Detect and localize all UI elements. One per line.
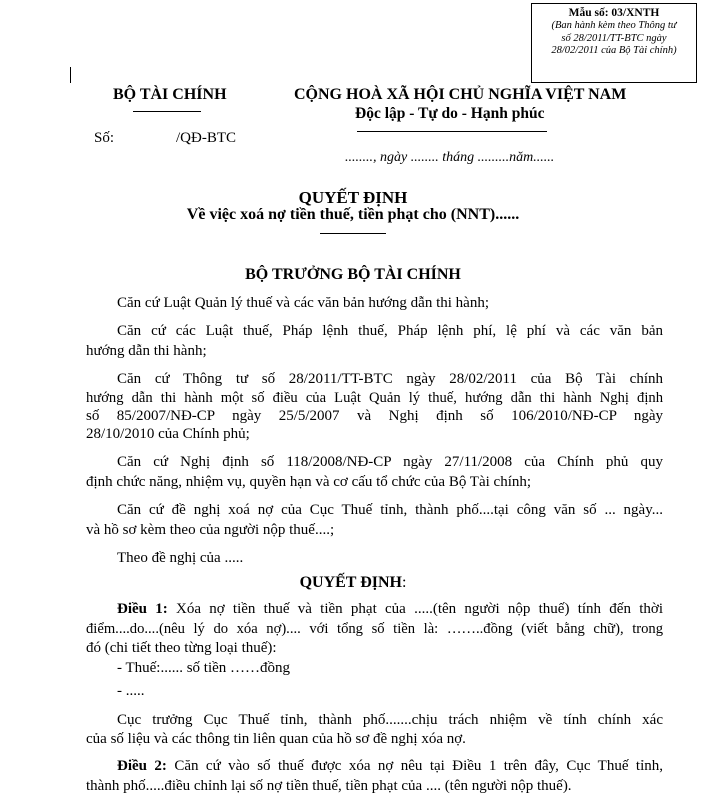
legal-basis: Theo đề nghị của ..... xyxy=(117,550,244,566)
form-number-box xyxy=(531,3,697,83)
article-1-item: - ..... xyxy=(117,683,145,699)
form-note-line: số 28/2011/TT-BTC ngày xyxy=(561,32,667,44)
article-1-line: đó (chi tiết theo từng loại thuế): xyxy=(86,640,277,656)
article-2-line: thành phố.....điều chỉnh lại số nợ tiền thuế, tiền phạt của .... (tên người nộp thuế). xyxy=(86,778,572,794)
article-1-item: - Thuế:...... số tiền ……đồng xyxy=(117,660,291,676)
legal-basis: Căn cứ đề nghị xoá nợ của Cục Thuế tỉnh, thành phố....tại công văn số ... ngày... xyxy=(117,502,663,518)
article-1-label: Điều 1: xyxy=(117,601,168,617)
national-motto: Độc lập - Tự do - Hạnh phúc xyxy=(355,105,545,122)
legal-basis: Căn cứ Nghị định số 118/2008/NĐ-CP ngày 27/11/2008 của Chính phủ quy xyxy=(117,454,663,470)
legal-basis: Căn cứ các Luật thuế, Pháp lệnh thuế, Pháp lệnh phí, lệ phí và các văn bản xyxy=(117,323,663,339)
article-1-text: Xóa nợ tiền thuế và tiền phạt của .....(tên người nộp thuế) tính đến thời xyxy=(167,601,663,617)
document-title: QUYẾT ĐỊNH xyxy=(298,188,408,207)
document-number xyxy=(94,130,236,147)
decision-heading-text: QUYẾT ĐỊNH xyxy=(299,574,402,591)
decision-colon: : xyxy=(401,574,407,591)
article-2-label: Điều 2: xyxy=(117,758,167,774)
article-1-responsibility: của số liệu và các thông tin liên quan của hồ sơ đề nghị xóa nợ. xyxy=(86,731,466,747)
article-1-line xyxy=(117,601,663,618)
date-line: ........, ngày ........ tháng .........năm...... xyxy=(345,150,555,165)
country-name: CỘNG HOÀ XÃ HỘI CHỦ NGHĨA VIỆT NAM xyxy=(294,86,627,103)
motto-underline xyxy=(357,131,547,132)
legal-basis: định chức năng, nhiệm vụ, quyền hạn và cơ cấu tổ chức của Bộ Tài chính; xyxy=(86,474,532,490)
doc-no-suffix: /QĐ-BTC xyxy=(176,130,237,146)
legal-basis: số 85/2007/NĐ-CP ngày 25/5/2007 và Nghị định số 106/2010/NĐ-CP ngày xyxy=(86,408,663,424)
legal-basis: Căn cứ Thông tư số 28/2011/TT-BTC ngày 28/02/2011 của Bộ Tài chính xyxy=(117,371,663,387)
ministry-underline xyxy=(133,111,201,112)
article-2-text: Căn cứ vào số thuế được xóa nợ nêu tại Điều 1 trên đây, Cục Thuế tỉnh, xyxy=(166,758,663,774)
legal-basis: 28/10/2010 của Chính phủ; xyxy=(86,426,250,442)
legal-basis: và hồ sơ kèm theo của người nộp thuế....; xyxy=(86,522,335,538)
title-underline xyxy=(320,233,386,234)
legal-basis: hướng dẫn thi hành một số điều của Luật Quản lý thuế, hướng dẫn thi hành Nghị định xyxy=(86,390,663,406)
text-cursor xyxy=(70,67,71,83)
decision-heading xyxy=(0,574,706,592)
form-note-line: 28/02/2011 của Bộ Tài chính) xyxy=(551,45,677,56)
form-code: Mẫu số: 03/XNTH xyxy=(568,7,660,19)
legal-basis: Căn cứ Luật Quản lý thuế và các văn bản hướng dẫn thi hành; xyxy=(117,295,489,311)
article-1-responsibility: Cục trưởng Cục Thuế tỉnh, thành phố.......chịu trách nhiệm về tính chính xác xyxy=(117,712,663,728)
form-note-line: (Ban hành kèm theo Thông tư xyxy=(551,20,677,31)
ministry-name: BỘ TÀI CHÍNH xyxy=(113,86,227,103)
issuing-authority: BỘ TRƯỞNG BỘ TÀI CHÍNH xyxy=(245,266,461,283)
article-1-line: điểm....do....(nêu lý do xóa nợ).... với tổng số tiền là: ……..đồng (viết bằng chữ), trong xyxy=(86,621,663,637)
article-2-line xyxy=(117,758,663,775)
document-subtitle: Về việc xoá nợ tiền thuế, tiền phạt cho (NNT)...... xyxy=(186,206,520,223)
legal-basis: hướng dẫn thi hành; xyxy=(86,343,207,359)
doc-no-label: Số: xyxy=(94,130,115,146)
